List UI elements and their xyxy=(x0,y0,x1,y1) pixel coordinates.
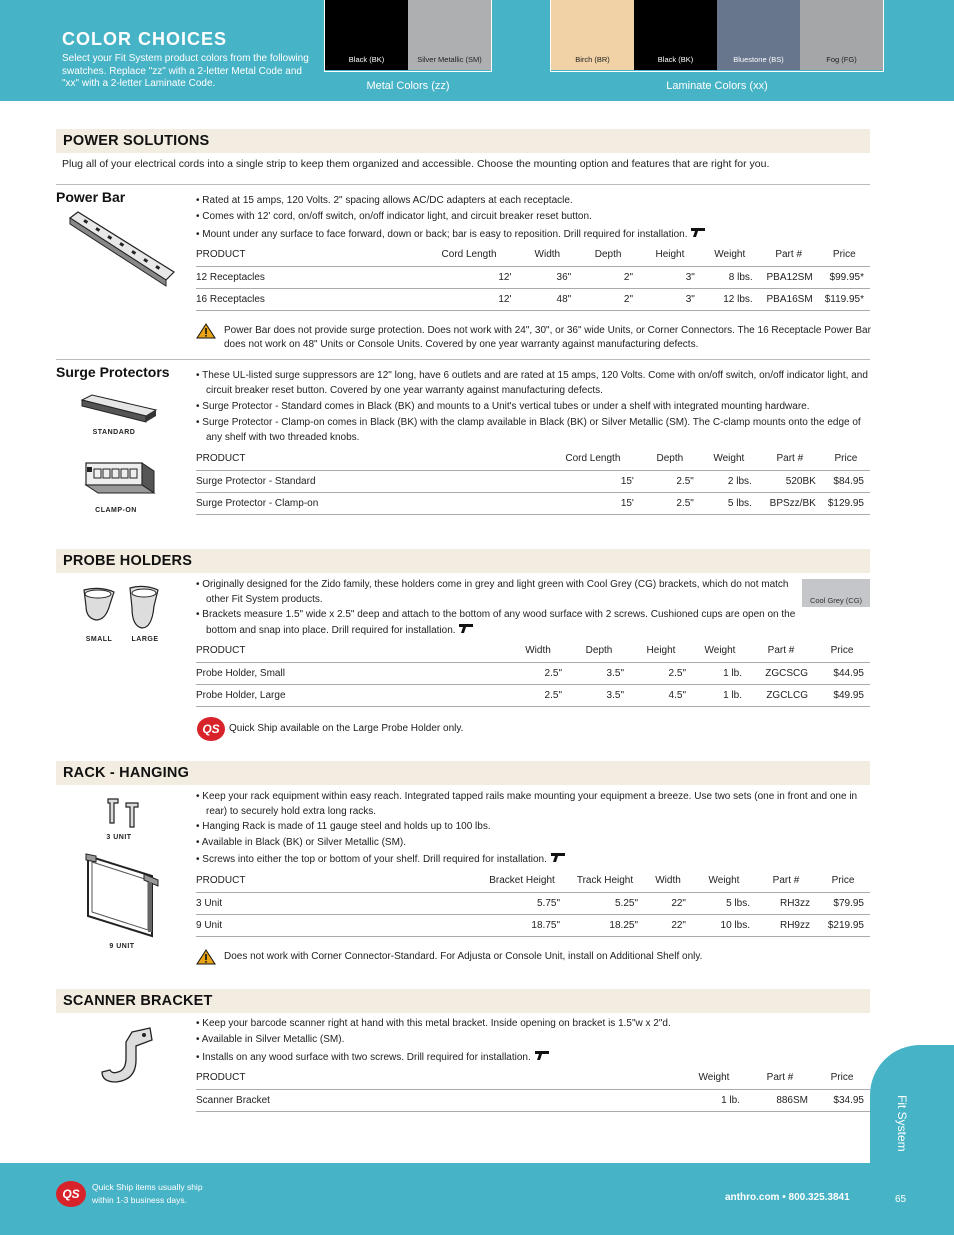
table-row: 12 Receptacles 12' 36" 2" 3" 8 lbs. PBA12SM $99.95* xyxy=(196,266,870,288)
quick-ship-icon: QS xyxy=(56,1181,86,1207)
swatch-laminate-bluestone: Bluestone (BS) xyxy=(717,0,800,70)
scanner-bullet-3: • Installs on any wood surface with two screws. Drill required for installation. xyxy=(196,1049,870,1065)
color-choices-description: Select your Fit System product colors from the following swatches. Replace "zz" with a 2-letter Metal Code and "xx" with a 2-letter Laminate Code. xyxy=(62,53,309,89)
rack-hanging-section-header xyxy=(56,761,870,785)
probe-holder-table xyxy=(196,640,870,707)
table-row: Surge Protector - Clamp-on 15' 2.5" 5 lbs. BPSzz/BK $129.95 xyxy=(196,492,870,514)
power-solutions-section-header xyxy=(56,129,870,153)
quick-ship-footer-text: Quick Ship items usually ship within 1-3 business days. xyxy=(92,1182,203,1205)
quick-ship-icon: QS xyxy=(197,717,225,741)
table-header-row: PRODUCT Bracket Height Track Height Width Weight Part # Price xyxy=(196,870,870,892)
probe-bullet-2: • Brackets measure 1.5" wide x 2.5" deep and attach to the bottom of any wood surface with 2 screws. Cushioned cups are open on the bottom and snap into place. Drill required for installation. xyxy=(196,609,796,636)
swatch-laminate-fog: Fog (FG) xyxy=(800,0,883,70)
rack-bullet-3: • Available in Black (BK) or Silver Metallic (SM). xyxy=(196,837,407,848)
laminate-swatches xyxy=(550,0,884,72)
surge-bullet-2: • Surge Protector - Standard comes in Black (BK) and mounts to a Unit's vertical tubes or under a shelf with integrated mounting hardware. xyxy=(196,401,810,412)
table-row: 9 Unit 18.75" 18.25" 22" 10 lbs. RH9zz $219.95 xyxy=(196,914,870,936)
metal-colors-label: Metal Colors (zz) xyxy=(366,80,450,92)
scanner-bracket-table xyxy=(196,1067,870,1112)
rack-9-unit-image xyxy=(82,852,162,938)
swatch-laminate-birch: Birch (BR) xyxy=(551,0,634,70)
table-header-row: PRODUCT Weight Part # Price xyxy=(196,1067,870,1089)
power-solutions-intro: Plug all of your electrical cords into a single strip to keep them organized and accessible. Choose the mounting option and features that are right for you. xyxy=(62,158,770,170)
metal-swatches xyxy=(324,0,492,72)
scanner-bullet-1: • Keep your barcode scanner right at hand with this metal bracket. Inside opening on bracket is 1.5"w x 2"d. xyxy=(196,1018,671,1029)
power-bar-table xyxy=(196,244,870,311)
swatch-metal-black: Black (BK) xyxy=(325,0,408,70)
probe-holders-section-header xyxy=(56,549,870,573)
warning-icon xyxy=(196,949,216,965)
probe-holder-large-image xyxy=(126,584,162,632)
section-title: SCANNER BRACKET xyxy=(63,993,213,1009)
divider xyxy=(56,359,870,360)
probe-holder-small-image xyxy=(80,586,120,626)
drill-icon xyxy=(458,622,474,634)
rack-bullet-4: • Screws into either the top or bottom of your shelf. Drill required for installation. xyxy=(196,851,870,867)
swatch-cool-grey: Cool Grey (CG) xyxy=(802,579,870,607)
power-bar-bullet-1: • Rated at 15 amps, 120 Volts. 2" spacing allows AC/DC adapters at each receptacle. xyxy=(196,195,573,206)
surge-bullet-3: • Surge Protector - Clamp-on comes in Black (BK) with the clamp available in Black (BK) or Silver Metallic (SM). The C-clamp mounts onto the edge of any shelf with two threaded knobs. xyxy=(196,417,861,443)
table-row: Surge Protector - Standard 15' 2.5" 2 lbs. 520BK $84.95 xyxy=(196,470,870,492)
table-header-row: PRODUCT Width Depth Height Weight Part # Price xyxy=(196,640,870,662)
footer xyxy=(0,1163,954,1235)
table-header-row: PRODUCT Cord Length Depth Weight Part # Price xyxy=(196,448,870,470)
caption-9-unit: 9 UNIT xyxy=(109,943,135,950)
swatch-laminate-black: Black (BK) xyxy=(634,0,717,70)
footer-contact: anthro.com • 800.325.3841 xyxy=(725,1192,850,1203)
page-number: 65 xyxy=(895,1194,907,1205)
rack-note: Does not work with Corner Connector-Standard. For Adjusta or Console Unit, install on Additional Shelf only. xyxy=(224,951,703,962)
drill-icon xyxy=(690,226,706,238)
drill-icon xyxy=(534,1049,550,1061)
power-bar-note: Power Bar does not provide surge protection. Does not work with 24", 30", or 36" wide Units, or Corner Connectors. The 16 Receptacle Power Bar does not work on 48" Units or Console Units. Covered by one year warranty against manufacturing defects. xyxy=(224,325,871,350)
section-title: POWER SOLUTIONS xyxy=(63,133,210,149)
probe-bullet-1: • Originally designed for the Zido family, these holders come in grey and light green with Cool Grey (CG) brackets, which do not match other Fit System products. xyxy=(196,579,789,605)
power-bar-bullet-2: • Comes with 12' cord, on/off switch, on/off indicator light, and circuit breaker reset button. xyxy=(196,211,592,222)
section-title: PROBE HOLDERS xyxy=(63,553,193,569)
color-choices-title: COLOR CHOICES xyxy=(62,29,228,49)
laminate-colors-label: Laminate Colors (xx) xyxy=(666,80,768,92)
table-row: 3 Unit 5.75" 5.25" 22" 5 lbs. RH3zz $79.95 xyxy=(196,892,870,914)
surge-protector-clamp-image xyxy=(82,459,158,501)
caption-small: SMALL xyxy=(85,636,113,643)
power-bar-title: Power Bar xyxy=(56,189,126,205)
caption-large: LARGE xyxy=(131,636,159,643)
table-header-row: PRODUCT Cord Length Width Depth Height Weight Part # Price xyxy=(196,244,870,266)
side-tab xyxy=(870,1045,954,1165)
probe-quick-ship-note: Quick Ship available on the Large Probe Holder only. xyxy=(229,723,464,734)
surge-protector-table xyxy=(196,448,870,515)
rack-hanging-table xyxy=(196,870,870,937)
side-tab-label: Fit System xyxy=(895,1095,909,1152)
power-bar-bullet-3: • Mount under any surface to face forward, down or back; bar is easy to reposition. Drill required for installation. xyxy=(196,226,870,242)
power-bar-image xyxy=(66,210,178,288)
table-row: Scanner Bracket 1 lb. 886SM $34.95 xyxy=(196,1089,870,1111)
divider xyxy=(56,184,870,185)
caption-3-unit: 3 UNIT xyxy=(106,834,132,841)
scanner-bracket-section-header xyxy=(56,989,870,1013)
table-row: 16 Receptacles 12' 48" 2" 3" 12 lbs. PBA16SM $119.95* xyxy=(196,288,870,310)
swatch-metal-silver: Silver Metallic (SM) xyxy=(408,0,491,70)
color-choices-header xyxy=(0,0,954,101)
surge-protector-standard-image xyxy=(80,394,158,424)
rack-3-unit-image xyxy=(104,797,144,831)
rack-bullet-1: • Keep your rack equipment within easy reach. Integrated tapped rails make mounting your equipment a breeze. Use two sets (one in front and one in rear) to securely hold extra long racks. xyxy=(196,791,858,817)
table-row: Probe Holder, Small 2.5" 3.5" 2.5" 1 lb. ZGCSCG $44.95 xyxy=(196,662,870,684)
table-row: Probe Holder, Large 2.5" 3.5" 4.5" 1 lb. ZGCLCG $49.95 xyxy=(196,684,870,706)
warning-icon xyxy=(196,323,216,339)
rack-bullet-2: • Hanging Rack is made of 11 gauge steel and holds up to 100 lbs. xyxy=(196,821,491,832)
caption-standard: STANDARD xyxy=(92,429,136,436)
scanner-bracket-image xyxy=(94,1026,156,1088)
section-title: RACK - HANGING xyxy=(63,765,190,781)
drill-icon xyxy=(550,851,566,863)
surge-protectors-title: Surge Protectors xyxy=(56,364,170,380)
surge-bullet-1: • These UL-listed surge suppressors are 12" long, have 6 outlets and are rated at 15 amps, 120 Volts. Come with on/off switch, on/off indicator light, and circuit breaker reset button. Covered by one year warranty against manufacturing defects. xyxy=(196,370,868,396)
caption-clamp-on: CLAMP-ON xyxy=(95,507,137,514)
scanner-bullet-2: • Available in Silver Metallic (SM). xyxy=(196,1034,345,1045)
